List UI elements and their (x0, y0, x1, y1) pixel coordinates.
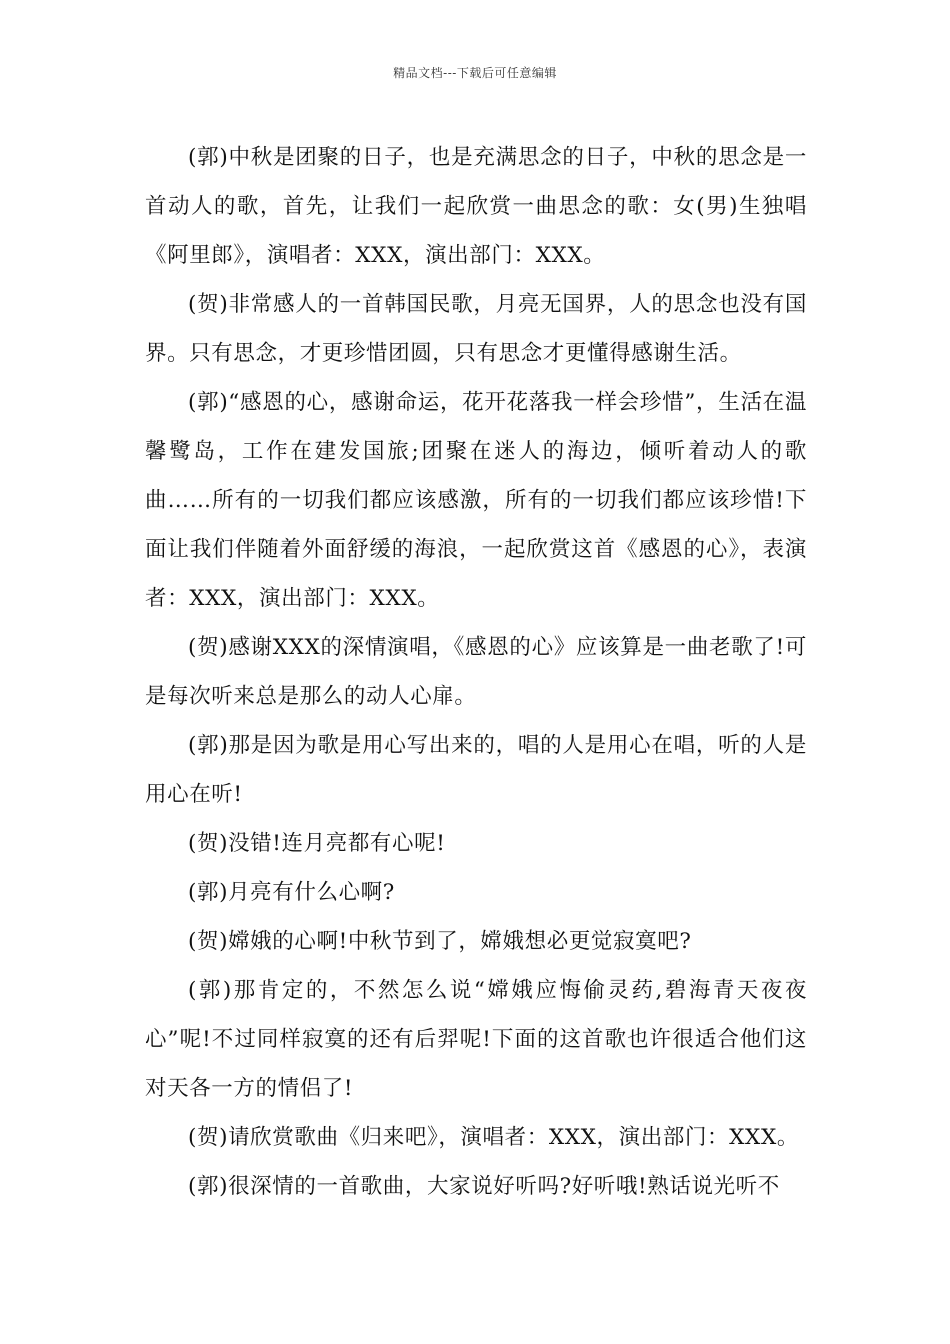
paragraph: (贺)请欣赏歌曲《归来吧》，演唱者：XXX，演出部门：XXX。 (188, 1125, 799, 1150)
document-body (145, 133, 807, 1211)
page-header: 精品文档---下载后可任意编辑 (393, 66, 557, 80)
paragraph: (郭)那是因为歌是用心写出来的，唱的人是用心在唱，听的人是用心在听! (145, 733, 807, 807)
paragraph: (郭)“感恩的心，感谢命运，花开花落我一样会珍惜”，生活在温馨鹭岛，工作在建发国旅;团聚在迷人的海边，倾听着动人的歌曲……所有的一切我们都应该感激，所有的一切我们都应该珍惜!下面让我们伴随着外面舒缓的海浪，一起欣赏这首《感恩的心》，表演者：XXX，演出部门：XXX。 (145, 390, 807, 611)
paragraph: (贺)感谢XXX的深情演唱，《感恩的心》应该算是一曲老歌了!可是每次听来总是那么的动人心扉。 (145, 635, 807, 709)
paragraph: (郭)中秋是团聚的日子，也是充满思念的日子，中秋的思念是一首动人的歌，首先，让我们一起欣赏一曲思念的歌：女(男)生独唱《阿里郎》，演唱者：XXX，演出部门：XXX。 (145, 145, 807, 268)
paragraph: (郭)那肯定的，不然怎么说“嫦娥应悔偷灵药,碧海青天夜夜心”呢!不过同样寂寞的还有后羿呢!下面的这首歌也许很适合他们这对天各一方的情侣了! (145, 978, 807, 1101)
paragraph: (贺)非常感人的一首韩国民歌，月亮无国界，人的思念也没有国界。只有思念，才更珍惜团圆，只有思念才更懂得感谢生活。 (145, 292, 807, 366)
paragraph: (郭)很深情的一首歌曲，大家说好听吗?好听哦!熟话说光听不 (188, 1174, 780, 1199)
paragraph: (郭)月亮有什么心啊? (188, 880, 395, 905)
paragraph: (贺)没错!连月亮都有心呢! (188, 831, 446, 856)
paragraph: (贺)嫦娥的心啊!中秋节到了，嫦娥想必更觉寂寞吧? (188, 929, 692, 954)
